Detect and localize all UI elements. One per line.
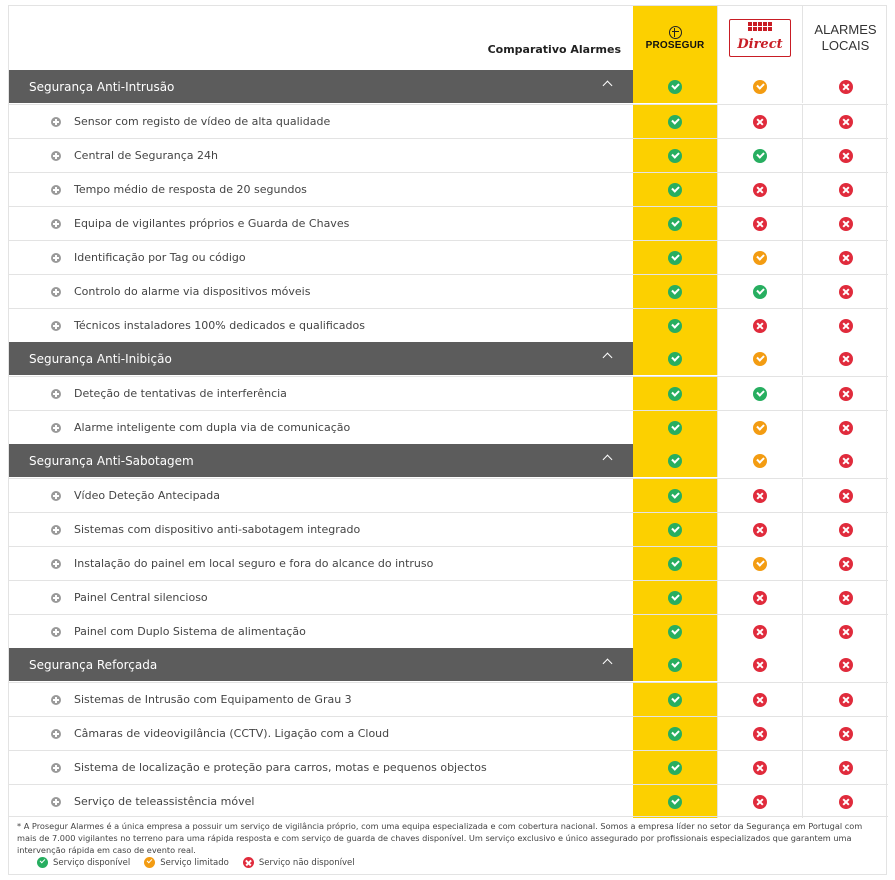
- check-circle-icon: [668, 523, 682, 537]
- plus-circle-icon[interactable]: [51, 117, 61, 127]
- feature-row[interactable]: [9, 716, 888, 750]
- x-circle-icon: [243, 857, 254, 868]
- local-alarms-column-header: ALARMES LOCAIS: [814, 22, 877, 53]
- prosegur-status-cell: [633, 377, 717, 410]
- table-title: Comparativo Alarmes: [487, 42, 621, 56]
- prosegur-status-cell: [633, 648, 717, 681]
- check-circle-icon: [668, 795, 682, 809]
- prosegur-status-cell: [633, 615, 717, 648]
- globe-icon: [669, 26, 682, 39]
- prosegur-status-cell: [633, 241, 717, 274]
- prosegur-status-cell: [633, 411, 717, 444]
- feature-label: Câmaras de videovigilância (CCTV). Ligação com a Cloud: [9, 717, 633, 750]
- prosegur-status-cell: [633, 342, 717, 375]
- check-circle-icon: [668, 80, 682, 94]
- plus-circle-icon[interactable]: [51, 219, 61, 229]
- prosegur-status-cell: [633, 683, 717, 716]
- feature-label: Tempo médio de resposta de 20 segundos: [9, 173, 633, 206]
- x-circle-icon: [753, 523, 767, 537]
- feature-label: Sensor com registo de vídeo de alta qualidade: [9, 105, 633, 138]
- plus-circle-icon[interactable]: [51, 423, 61, 433]
- direct-logo: Direct: [729, 19, 791, 57]
- plus-circle-icon[interactable]: [51, 287, 61, 297]
- feature-label: Sistemas de Intrusão com Equipamento de Grau 3: [9, 683, 633, 716]
- section-header-row[interactable]: [9, 444, 888, 478]
- x-circle-icon: [753, 625, 767, 639]
- x-circle-icon: [753, 489, 767, 503]
- x-circle-icon: [753, 591, 767, 605]
- prosegur-status-cell: [633, 139, 717, 172]
- direct-status-cell: [717, 105, 803, 138]
- feature-label: Serviço de teleassistência móvel: [9, 785, 633, 818]
- local-status-cell: [803, 105, 888, 138]
- direct-status-cell: [717, 207, 803, 240]
- direct-status-cell: [717, 648, 803, 681]
- x-circle-icon: [839, 693, 853, 707]
- local-status-cell: [803, 275, 888, 308]
- local-status-cell: [803, 513, 888, 546]
- x-circle-icon: [839, 727, 853, 741]
- plus-circle-icon[interactable]: [51, 729, 61, 739]
- direct-logo-mark: [748, 22, 772, 31]
- section-header-row[interactable]: [9, 70, 888, 104]
- check-circle-icon: [668, 658, 682, 672]
- prosegur-status-cell: [633, 785, 717, 818]
- feature-row[interactable]: [9, 104, 888, 138]
- x-circle-icon: [753, 761, 767, 775]
- feature-label: Identificação por Tag ou código: [9, 241, 633, 274]
- prosegur-status-cell: [633, 275, 717, 308]
- x-circle-icon: [839, 421, 853, 435]
- direct-status-cell: [717, 275, 803, 308]
- section-label: Segurança Anti-Inibição: [9, 342, 633, 375]
- x-circle-icon: [753, 727, 767, 741]
- legend-available: Serviço disponível: [37, 857, 130, 868]
- prosegur-status-cell: [633, 105, 717, 138]
- direct-status-cell: [717, 615, 803, 648]
- check-circle-icon: [668, 727, 682, 741]
- section-header-row[interactable]: [9, 648, 888, 682]
- direct-status-cell: [717, 581, 803, 614]
- plus-circle-icon[interactable]: [51, 151, 61, 161]
- check-circle-icon: [668, 115, 682, 129]
- x-circle-icon: [839, 795, 853, 809]
- check-circle-icon: [668, 489, 682, 503]
- check-circle-icon: [668, 352, 682, 366]
- direct-status-cell: [717, 241, 803, 274]
- prosegur-status-cell: [633, 513, 717, 546]
- feature-row[interactable]: [9, 274, 888, 308]
- direct-status-cell: [717, 513, 803, 546]
- local-status-cell: [803, 207, 888, 240]
- feature-row[interactable]: [9, 546, 888, 580]
- plus-circle-icon[interactable]: [51, 797, 61, 807]
- direct-status-cell: [717, 751, 803, 784]
- check-circle-icon: [753, 285, 767, 299]
- check-circle-icon: [668, 557, 682, 571]
- x-circle-icon: [753, 319, 767, 333]
- local-status-cell: [803, 411, 888, 444]
- check-circle-icon: [668, 761, 682, 775]
- x-circle-icon: [839, 489, 853, 503]
- table-header: [9, 6, 888, 70]
- x-circle-icon: [753, 693, 767, 707]
- prosegur-status-cell: [633, 207, 717, 240]
- feature-row[interactable]: [9, 750, 888, 784]
- plus-circle-icon[interactable]: [51, 525, 61, 535]
- table-footer: [9, 816, 888, 876]
- prosegur-status-cell: [633, 717, 717, 750]
- x-circle-icon: [839, 761, 853, 775]
- local-status-cell: [803, 479, 888, 512]
- x-circle-icon: [839, 217, 853, 231]
- x-circle-icon: [839, 454, 853, 468]
- direct-column-header: [717, 6, 803, 70]
- check-circle-icon: [753, 251, 767, 265]
- check-circle-icon: [668, 591, 682, 605]
- feature-row[interactable]: [9, 206, 888, 240]
- feature-label: Técnicos instaladores 100% dedicados e qualificados: [9, 309, 633, 342]
- feature-row[interactable]: [9, 308, 888, 342]
- feature-row[interactable]: [9, 614, 888, 648]
- check-circle-icon: [753, 421, 767, 435]
- plus-circle-icon[interactable]: [51, 627, 61, 637]
- chevron-up-icon[interactable]: [603, 455, 613, 465]
- direct-status-cell: [717, 717, 803, 750]
- legend: [37, 857, 880, 868]
- x-circle-icon: [839, 80, 853, 94]
- local-status-cell: [803, 785, 888, 818]
- feature-label: Painel com Duplo Sistema de alimentação: [9, 615, 633, 648]
- check-circle-icon: [753, 352, 767, 366]
- feature-row[interactable]: [9, 682, 888, 716]
- check-circle-icon: [753, 149, 767, 163]
- check-circle-icon: [753, 80, 767, 94]
- check-circle-icon: [668, 319, 682, 333]
- local-status-cell: [803, 615, 888, 648]
- feature-row[interactable]: [9, 512, 888, 546]
- local-status-cell: [803, 581, 888, 614]
- prosegur-status-cell: [633, 444, 717, 477]
- footnote: * A Prosegur Alarmes é a única empresa a possuir um serviço de vigilância próprio, com uma equipa especializada e com cobertura nacional. Somos a empresa líder no setor da Segurança em Portugal com mais de 7.000 vigilantes no terreno para uma rápida resposta e com serviço de guarda de chaves disponível. Um serviço exclusivo e único assegurado por profissionais especializados que garantem uma intervenção rápida em caso de evento real.: [17, 821, 863, 855]
- feature-label: Sistema de localização e proteção para carros, motas e pequenos objectos: [9, 751, 633, 784]
- feature-label: Alarme inteligente com dupla via de comunicação: [9, 411, 633, 444]
- x-circle-icon: [839, 285, 853, 299]
- prosegur-status-cell: [633, 309, 717, 342]
- x-circle-icon: [839, 591, 853, 605]
- prosegur-column-header: [633, 6, 717, 70]
- local-status-cell: [803, 241, 888, 274]
- plus-circle-icon[interactable]: [51, 695, 61, 705]
- feature-row[interactable]: [9, 240, 888, 274]
- prosegur-status-cell: [633, 173, 717, 206]
- feature-row[interactable]: [9, 478, 888, 512]
- check-circle-icon: [753, 387, 767, 401]
- direct-status-cell: [717, 547, 803, 580]
- feature-label: Instalação do painel em local seguro e fora do alcance do intruso: [9, 547, 633, 580]
- check-circle-icon: [668, 149, 682, 163]
- feature-row[interactable]: [9, 784, 888, 818]
- x-circle-icon: [839, 251, 853, 265]
- prosegur-logo: PROSEGUR: [646, 26, 705, 51]
- x-circle-icon: [839, 319, 853, 333]
- x-circle-icon: [839, 658, 853, 672]
- local-status-cell: [803, 173, 888, 206]
- plus-circle-icon[interactable]: [51, 559, 61, 569]
- prosegur-status-cell: [633, 479, 717, 512]
- legend-limited: Serviço limitado: [144, 857, 229, 868]
- feature-label: Sistemas com dispositivo anti-sabotagem integrado: [9, 513, 633, 546]
- check-circle-icon: [668, 421, 682, 435]
- local-status-cell: [803, 751, 888, 784]
- x-circle-icon: [839, 115, 853, 129]
- local-status-cell: [803, 377, 888, 410]
- prosegur-status-cell: [633, 547, 717, 580]
- direct-status-cell: [717, 173, 803, 206]
- feature-label: Painel Central silencioso: [9, 581, 633, 614]
- plus-circle-icon[interactable]: [51, 253, 61, 263]
- check-circle-icon: [668, 625, 682, 639]
- direct-status-cell: [717, 342, 803, 375]
- section-label: Segurança Anti-Sabotagem: [9, 444, 633, 477]
- prosegur-status-cell: [633, 581, 717, 614]
- feature-row[interactable]: [9, 410, 888, 444]
- feature-row[interactable]: [9, 580, 888, 614]
- feature-row[interactable]: [9, 138, 888, 172]
- section-label: Segurança Reforçada: [9, 648, 633, 681]
- check-circle-icon: [668, 183, 682, 197]
- feature-label: Equipa de vigilantes próprios e Guarda de Chaves: [9, 207, 633, 240]
- x-circle-icon: [753, 115, 767, 129]
- plus-circle-icon[interactable]: [51, 763, 61, 773]
- prosegur-status-cell: [633, 751, 717, 784]
- local-status-cell: [803, 547, 888, 580]
- direct-status-cell: [717, 411, 803, 444]
- check-circle-icon: [753, 454, 767, 468]
- x-circle-icon: [839, 352, 853, 366]
- chevron-up-icon[interactable]: [603, 659, 613, 669]
- x-circle-icon: [839, 183, 853, 197]
- plus-circle-icon[interactable]: [51, 491, 61, 501]
- check-circle-icon: [144, 857, 155, 868]
- x-circle-icon: [839, 625, 853, 639]
- plus-circle-icon[interactable]: [51, 593, 61, 603]
- check-circle-icon: [753, 557, 767, 571]
- comparison-table: [8, 5, 887, 875]
- local-status-cell: [803, 444, 888, 477]
- prosegur-status-cell: [633, 70, 717, 103]
- x-circle-icon: [839, 387, 853, 401]
- direct-status-cell: [717, 70, 803, 103]
- direct-status-cell: [717, 444, 803, 477]
- local-status-cell: [803, 648, 888, 681]
- local-status-cell: [803, 309, 888, 342]
- direct-status-cell: [717, 785, 803, 818]
- check-circle-icon: [668, 693, 682, 707]
- feature-label: Vídeo Deteção Antecipada: [9, 479, 633, 512]
- x-circle-icon: [839, 523, 853, 537]
- x-circle-icon: [753, 658, 767, 672]
- feature-label: Central de Segurança 24h: [9, 139, 633, 172]
- check-circle-icon: [668, 387, 682, 401]
- x-circle-icon: [753, 795, 767, 809]
- feature-label: Deteção de tentativas de interferência: [9, 377, 633, 410]
- x-circle-icon: [753, 217, 767, 231]
- direct-status-cell: [717, 683, 803, 716]
- feature-row[interactable]: [9, 376, 888, 410]
- chevron-up-icon[interactable]: [603, 353, 613, 363]
- x-circle-icon: [839, 149, 853, 163]
- check-circle-icon: [668, 285, 682, 299]
- local-status-cell: [803, 139, 888, 172]
- feature-label: Controlo do alarme via dispositivos móveis: [9, 275, 633, 308]
- section-label: Segurança Anti-Intrusão: [9, 70, 633, 103]
- check-circle-icon: [668, 454, 682, 468]
- check-circle-icon: [37, 857, 48, 868]
- x-circle-icon: [753, 183, 767, 197]
- plus-circle-icon[interactable]: [51, 389, 61, 399]
- direct-status-cell: [717, 377, 803, 410]
- check-circle-icon: [668, 251, 682, 265]
- local-status-cell: [803, 70, 888, 103]
- plus-circle-icon[interactable]: [51, 185, 61, 195]
- check-circle-icon: [668, 217, 682, 231]
- chevron-up-icon[interactable]: [603, 81, 613, 91]
- section-header-row[interactable]: [9, 342, 888, 376]
- local-status-cell: [803, 683, 888, 716]
- direct-status-cell: [717, 139, 803, 172]
- legend-unavailable: Serviço não disponível: [243, 857, 355, 868]
- x-circle-icon: [839, 557, 853, 571]
- local-status-cell: [803, 342, 888, 375]
- direct-status-cell: [717, 309, 803, 342]
- plus-circle-icon[interactable]: [51, 321, 61, 331]
- feature-row[interactable]: [9, 172, 888, 206]
- local-status-cell: [803, 717, 888, 750]
- direct-status-cell: [717, 479, 803, 512]
